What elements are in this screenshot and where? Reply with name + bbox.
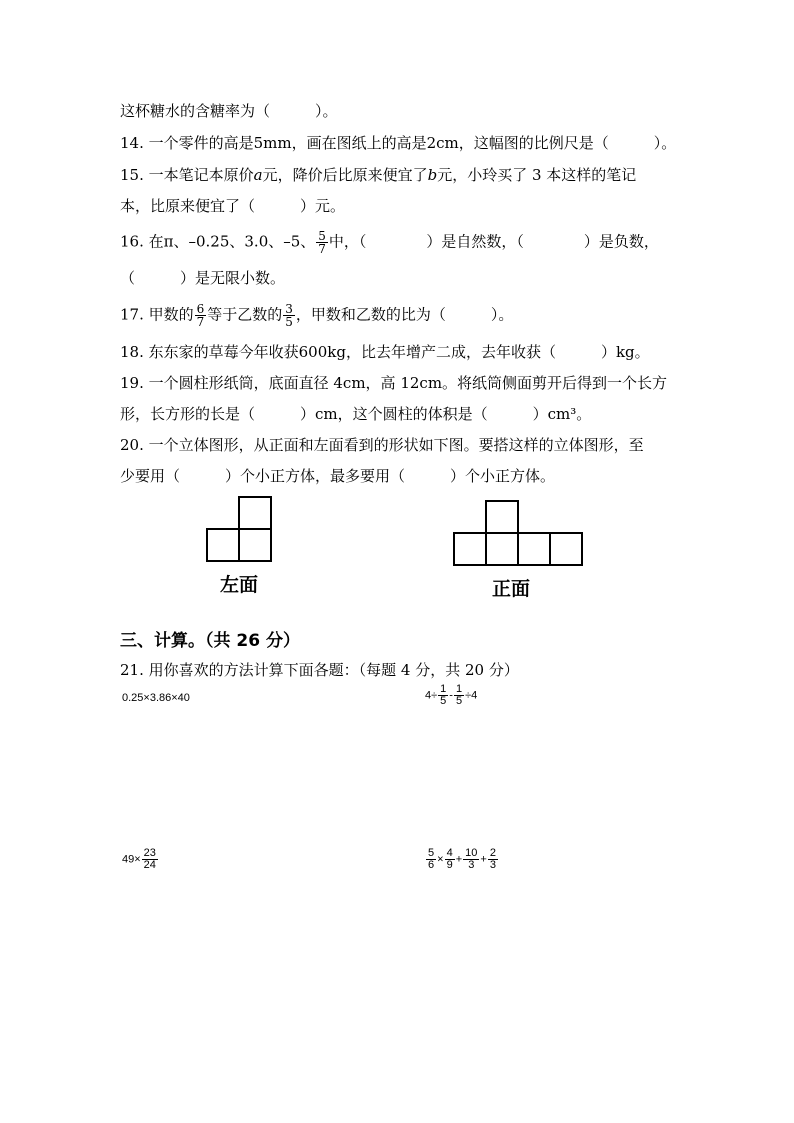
left-view-square-bottom-right [239, 529, 271, 561]
calc-expression-3 [122, 848, 159, 871]
e3-den: 24 [143, 859, 156, 871]
front-view-square-2 [486, 533, 518, 565]
q17-f2-num: 3 [285, 302, 293, 316]
e2-f2-num: 1 [455, 683, 463, 695]
left-view-figure [206, 496, 272, 562]
question-20-line1: 20. 一个立体图形，从正面和左面看到的形状如下图。要搭这样的立体图形，至 [120, 436, 644, 454]
e3-num: 23 [143, 847, 156, 859]
front-view-square-4 [550, 533, 582, 565]
e2-f1-num: 1 [440, 683, 447, 695]
question-20-line2: 少要用（ ）个小正方体，最多要用（ ）个小正方体。 [120, 467, 556, 485]
q17-fraction-1 [195, 303, 207, 328]
q17-text-c: ，甲数和乙数的比为（ ）。 [295, 305, 514, 324]
left-view-square-top [239, 497, 271, 529]
e4-f1-num: 5 [428, 847, 435, 859]
q16-fraction [316, 230, 328, 255]
e4-fraction-1 [426, 848, 436, 871]
e2-op: - [449, 689, 453, 702]
e4-f2-num: 4 [446, 847, 453, 859]
left-view-label: 左面 [220, 574, 259, 596]
question-16-line2: （ ）是无限小数。 [120, 269, 286, 287]
e4-op3: + [480, 853, 487, 866]
q17-text-b: 等于乙数的 [207, 305, 283, 324]
question-15-line1 [120, 165, 636, 185]
e4-f1-den: 6 [428, 859, 435, 871]
q15-text-c: 元，小玲买了 3 本这样的笔记 [437, 166, 637, 184]
front-view-figure [453, 500, 583, 566]
e4-f4-num: 2 [489, 847, 496, 859]
e4-op2: + [455, 853, 463, 866]
q15-var-a: a [253, 166, 263, 184]
e4-fraction-2 [445, 848, 455, 871]
front-view-square-top [486, 501, 518, 533]
question-16-line1 [120, 230, 659, 255]
left-view-square-bottom-left [207, 529, 239, 561]
section-3-title: 三、计算。（共 26 分） [120, 631, 300, 651]
e4-f4-den: 3 [489, 859, 496, 871]
q17-text-a: 17. 甲数的 [120, 305, 194, 324]
e2-text-b: ÷4 [465, 689, 478, 702]
calc-expression-4 [425, 848, 499, 871]
e3-text-a: 49× [122, 853, 141, 866]
e4-op1: × [437, 853, 444, 866]
q16-frac-den: 7 [318, 242, 326, 256]
front-view-square-1 [454, 533, 486, 565]
q16-text-b: 中，（ ）是自然数，（ ）是负数， [328, 232, 659, 251]
question-19-line1: 19. 一个圆柱形纸筒，底面直径 4cm，高 12cm。将纸筒侧面剪开后得到一个长方 [120, 374, 668, 392]
q15-var-b: b [427, 166, 438, 184]
q16-text-a: 16. 在π、–0.25、3.0、–5、 [120, 232, 316, 251]
q17-f1-den: 7 [196, 315, 205, 329]
q15-text-b: 元，降价后比原来便宜了 [262, 166, 428, 184]
question-18: 18. 东东家的草莓今年收获600kg，比去年增产二成，去年收获（ ）kg。 [120, 343, 650, 361]
q17-f1-num: 6 [196, 302, 205, 316]
question-17 [120, 303, 513, 328]
q17-f2-den: 5 [285, 315, 293, 329]
question-13-tail: 这杯糖水的含糖率为（ ）。 [120, 102, 338, 120]
q17-fraction-2 [283, 303, 295, 328]
e3-fraction [142, 848, 158, 871]
e2-f1-den: 5 [440, 695, 447, 707]
q16-frac-num: 5 [318, 229, 326, 243]
e4-f2-den: 9 [446, 859, 453, 871]
e2-fraction-1 [438, 684, 448, 707]
e4-f3-den: 3 [468, 859, 475, 871]
front-view-square-3 [518, 533, 550, 565]
e2-text-a: 4÷ [425, 689, 438, 702]
e2-f2-den: 5 [455, 695, 463, 707]
question-19-line2: 形，长方形的长是（ ）cm，这个圆柱的体积是（ ）cm³。 [120, 405, 592, 423]
q15-text-a: 15. 一本笔记本原价 [120, 166, 254, 184]
calc-expression-2 [425, 684, 477, 707]
question-21: 21. 用你喜欢的方法计算下面各题：（每题 4 分，共 20 分） [120, 661, 519, 679]
e4-f3-num: 10 [465, 847, 478, 859]
e4-fraction-3 [463, 848, 479, 871]
question-15-line2: 本，比原来便宜了（ ）元。 [120, 197, 346, 215]
calc-expression-1: 0.25×3.86×40 [122, 692, 190, 704]
question-14: 14. 一个零件的高是5mm，画在图纸上的高是2cm，这幅图的比例尺是（ ）。 [120, 134, 677, 152]
front-view-label: 正面 [492, 578, 531, 600]
e2-fraction-2 [454, 684, 464, 707]
e4-fraction-4 [488, 848, 498, 871]
